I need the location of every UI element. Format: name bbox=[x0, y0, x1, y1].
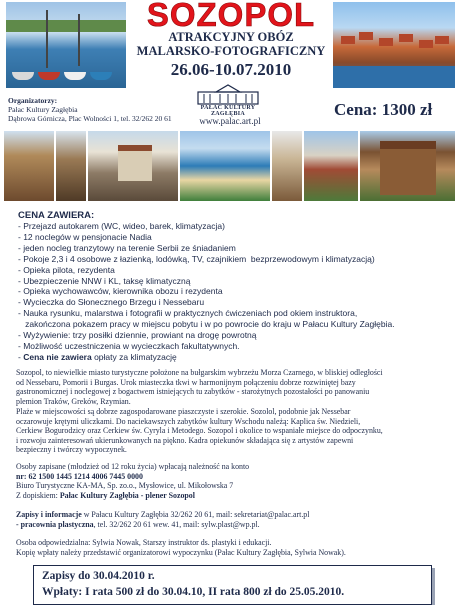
deadlines-box bbox=[33, 565, 432, 605]
bank-account-number: nr: 62 1500 1445 1214 4006 7445 0000 bbox=[16, 471, 143, 481]
list-item: - Nauka rysunku, malarstwa i fotografii w praktycznych ćwiczeniach pod okiem instruktora, bbox=[18, 308, 358, 319]
list-item: - Możliwość uczestniczenia w wycieczkach fakultatywnych. bbox=[18, 340, 240, 351]
street-photo-2 bbox=[56, 131, 86, 201]
list-item: - jeden nocleg tranzytowy na terenie Serbii ze śniadaniem bbox=[18, 242, 236, 253]
contact-line bbox=[16, 510, 446, 520]
list-item-excluded bbox=[18, 352, 448, 363]
list-item: - Przejazd autokarem (WC, wideo, barek, klimatyzacja) bbox=[18, 221, 225, 231]
list-item: - Opieka pilota, rezydenta bbox=[18, 264, 115, 275]
subtitle bbox=[136, 30, 326, 58]
subtitle-line-2: MALARSKO-FOTOGRAFICZNY bbox=[136, 44, 326, 58]
houses-photo bbox=[304, 131, 358, 201]
church-photo bbox=[88, 131, 178, 201]
payment-line: Biuro Turystyczne KA-MA, Sp. zo.o., Mysłowice, ul. Mikołowska 7 bbox=[16, 481, 234, 491]
description-line: Sozopol, to niewielkie miasto turystyczne położone na bułgarskim wybrzeżu Morza Czarnego, w bliskiej odległości bbox=[16, 368, 383, 377]
description-line: Cerkiew Bogurodzicy oraz Cerkiew św. Cyryla i Metodego. Sozopol i okolice to wspaniałe miejsce do odpoczynku, bbox=[16, 426, 383, 436]
organizer-block bbox=[8, 96, 172, 123]
payment-line: Osoby zapisane (młodzież od 12 roku życia) wpłacają należność na konto bbox=[16, 462, 250, 471]
contact-line bbox=[16, 520, 446, 530]
payment-block bbox=[16, 462, 446, 500]
website-link[interactable]: www.palac.art.pl bbox=[199, 116, 261, 126]
description-line: plemion Traków, Greków, Rzymian. bbox=[16, 396, 131, 406]
includes-list bbox=[18, 221, 448, 363]
installments-info: Wpłaty: I rata 500 zł do 30.04.10, II rata 800 zł do 25.05.2010. bbox=[42, 586, 345, 598]
studio-text: , tel. 32/262 20 61 wew. 41, mail: sylw.plast@wp.pl. bbox=[93, 519, 260, 529]
description-line: bezpieczny i twórczy wypoczynek. bbox=[16, 445, 127, 455]
payment-note-bold: Pałac Kultury Zagłębia - plener Sozopol bbox=[59, 490, 195, 500]
payment-proof-note: Kopię wpłaty należy przedstawić organizatorowi wypoczynku (Pałac Kultury Zagłębia, Sylwia Nowak). bbox=[16, 547, 346, 557]
organizer-address: Dąbrowa Górnicza, Plac Wolności 1, tel. 32/262 20 61 bbox=[8, 114, 172, 123]
contact-text: w Pałacu Kultury Zagłębia 32/262 20 61, mail: sekretariat@palac.art.pl bbox=[81, 510, 310, 519]
description-line: oczarowuje krętymi uliczkami. Do naciekawszych zabytków kultury Wschodu należą: Kaplica św. Niedzieli, bbox=[16, 416, 361, 426]
list-item: - Ubezpieczenie NNW i KL, taksę klimatyczną bbox=[18, 275, 191, 286]
description-paragraph-2 bbox=[16, 407, 446, 455]
description-line: i rozwoju zainteresowań ukierunkowanych na piękno. Kadra opiekunów składająca się z artystów zapewni bbox=[16, 435, 354, 445]
studio-label: - pracownia plastyczna bbox=[16, 519, 94, 529]
description-line: Plaże w miejscowości są dobrze zagospodarowane piaszczyste i szerokie. Sozolol, podobnie jak Nessebar bbox=[16, 407, 351, 416]
arch-photo bbox=[272, 131, 302, 201]
excluded-prefix: - bbox=[18, 351, 24, 362]
list-item: - Pokoje 2,3 i 4 osobowe z łazienką, lodówką, TV, czajnikiem bezprzewodowym i klimatyzacją) bbox=[18, 253, 375, 264]
price-label: Cena: 1300 zł bbox=[334, 100, 433, 119]
contact-block bbox=[16, 510, 446, 529]
organizer-name: Pałac Kultury Zagłębia bbox=[8, 105, 78, 114]
old-house-photo bbox=[360, 131, 455, 201]
list-item: - Wycieczka do Słonecznego Brzegu i Nessebaru bbox=[18, 297, 205, 308]
palace-building-icon bbox=[196, 84, 260, 106]
registration-deadline: Zapisy do 30.04.2010 r. bbox=[42, 570, 155, 582]
description-line: od Nessebaru, Pomorii i Burgas. Urok miasteczka tkwi w harmonijnym połączeniu dobrze rozwiniętej bazy bbox=[16, 377, 356, 387]
list-item: - 12 noclegów w pensjonacie Nadia bbox=[18, 231, 152, 242]
page-title: SOZOPOL bbox=[146, 0, 316, 33]
beach-photo bbox=[180, 131, 270, 201]
list-item: - Opieka wychowawców, kierownika obozu i rezydenta bbox=[18, 286, 223, 297]
logo-caption: PAŁAC KULTURY ZAGŁĘBIA bbox=[200, 105, 256, 117]
list-item: zakończona pokazem pracy w miejscu pobytu i w po powrocie do kraju w Pałacu Kultury Zagłębia. bbox=[18, 319, 395, 330]
excluded-text: opłaty za klimatyzację bbox=[91, 351, 177, 362]
responsible-person: Osoba odpowiedzialna: Sylwia Nowak, Starszy instruktor ds. plastyki i edukacji. bbox=[16, 538, 272, 547]
list-item: - Wyżywienie: trzy posiłki dziennie, prowiant na drogę powrotną bbox=[18, 330, 257, 341]
town-photo bbox=[333, 2, 455, 88]
description-line: gastronomicznej i noclegowej z bogactwem istniejących tu zabytków - starożytnych pozostałości po panowaniu bbox=[16, 387, 370, 397]
payment-note bbox=[16, 491, 446, 501]
subtitle-line-1: ATRAKCYJNY OBÓZ bbox=[168, 30, 294, 44]
payment-note-prefix: Z dopiskiem: bbox=[16, 490, 60, 500]
harbor-photo bbox=[6, 2, 126, 88]
contact-label: Zapisy i informacje bbox=[16, 510, 82, 519]
excluded-label: Cena nie zawiera bbox=[23, 351, 92, 362]
responsible-block bbox=[16, 538, 446, 557]
description-paragraph-1 bbox=[16, 368, 446, 406]
organizer-label: Organizatorzy: bbox=[8, 96, 58, 105]
includes-title: CENA ZAWIERA: bbox=[18, 210, 95, 221]
palace-logo bbox=[186, 84, 270, 117]
event-dates: 26.06-10.07.2010 bbox=[170, 60, 292, 79]
street-photo-1 bbox=[4, 131, 54, 201]
